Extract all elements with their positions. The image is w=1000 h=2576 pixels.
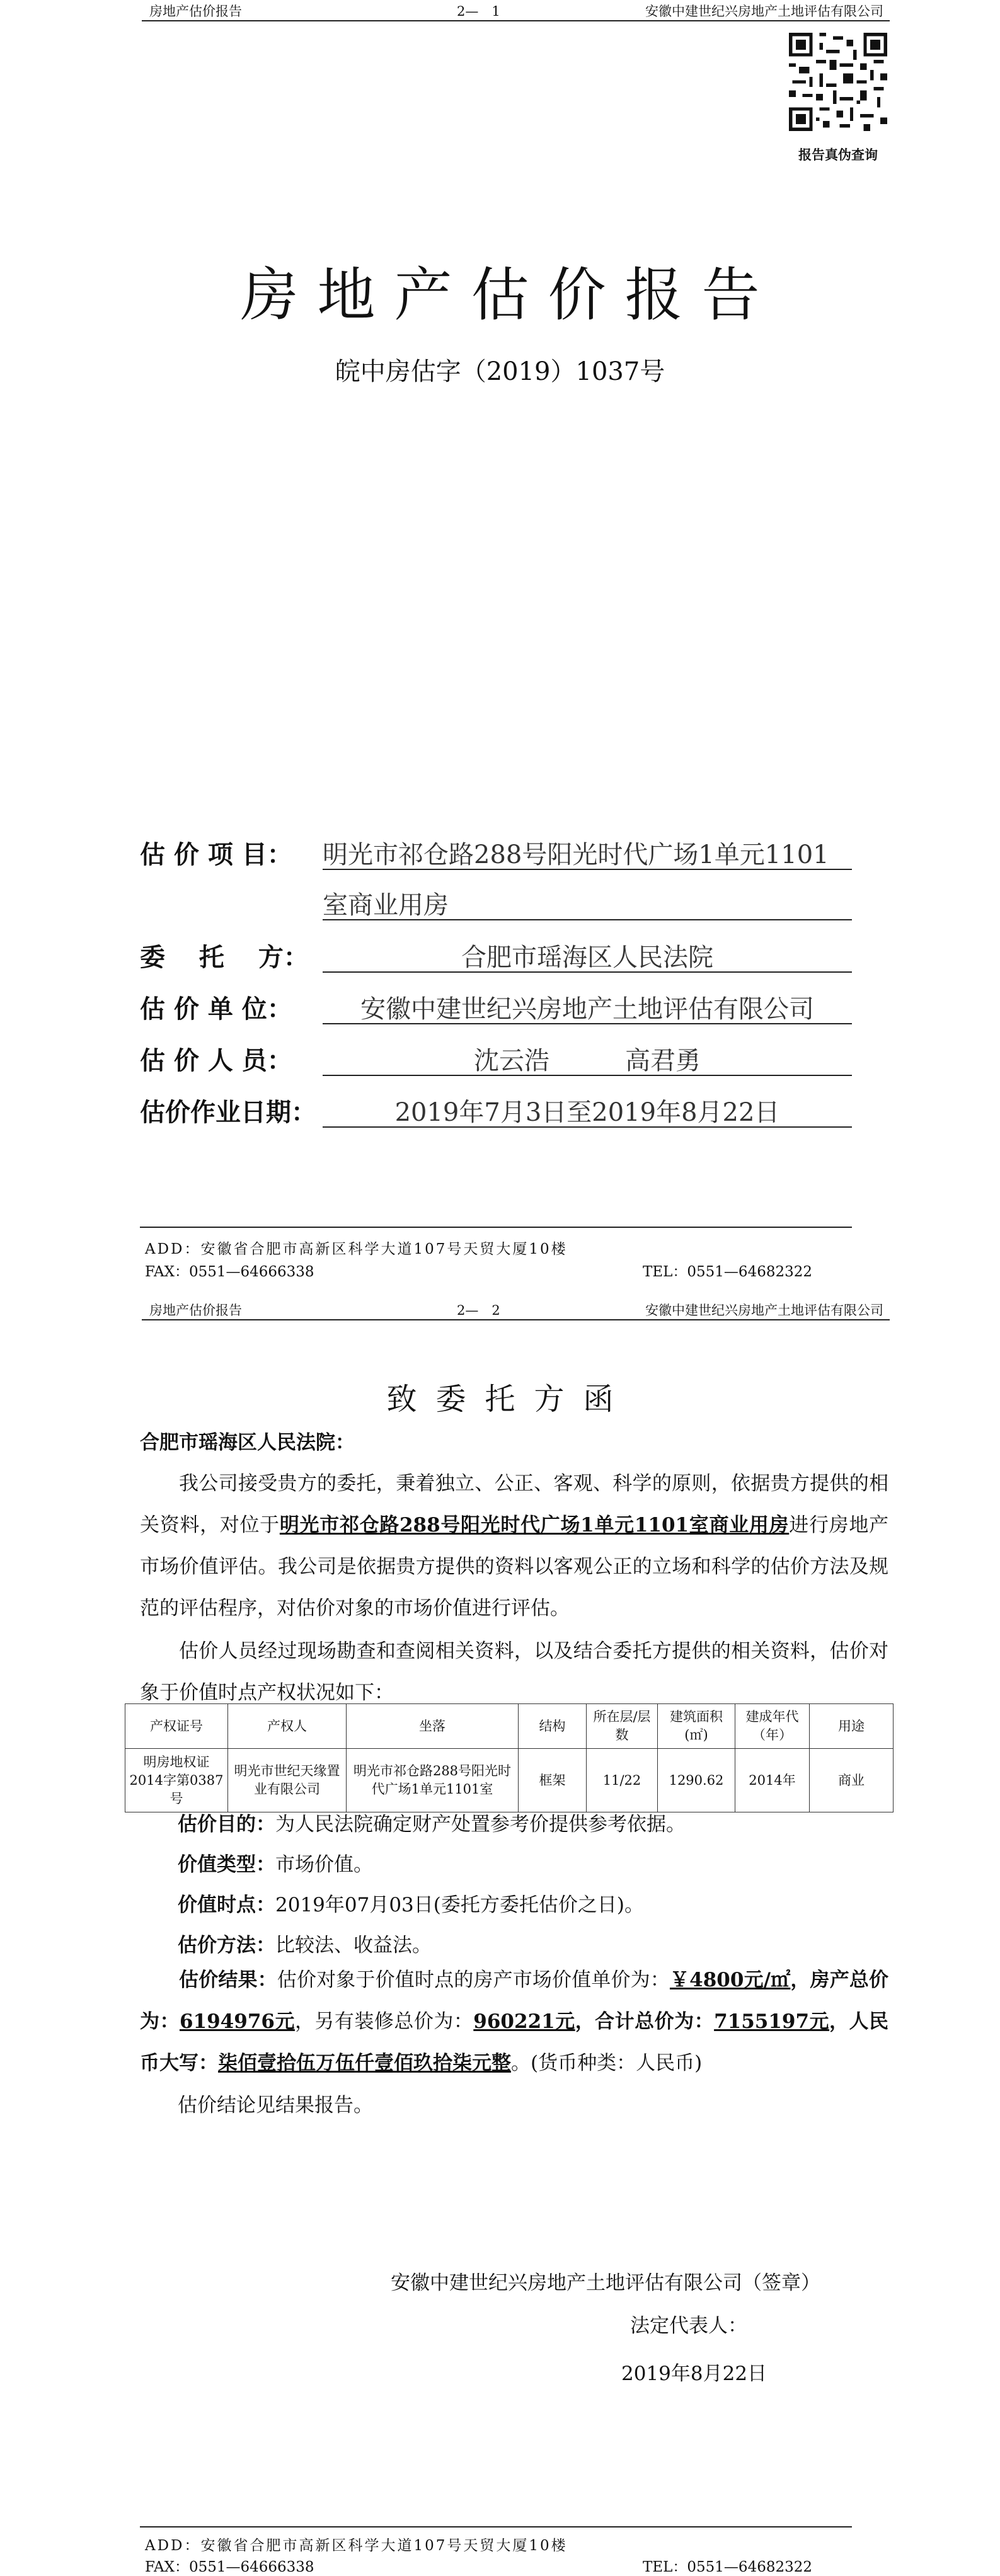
cell-owner: 明光市世纪天缘置业有限公司 — [228, 1749, 347, 1812]
cell-cert: 明房地权证2014字第0387号 — [125, 1749, 228, 1812]
footer-divider — [140, 1227, 852, 1228]
col-structure: 结构 — [519, 1704, 587, 1749]
col-area: 建筑面积(㎡) — [658, 1704, 735, 1749]
report-title: 房地产估价报告 — [240, 261, 779, 329]
cell-area: 1290.62 — [658, 1749, 735, 1812]
page-header — [142, 1299, 890, 1320]
col-owner: 产权人 — [228, 1704, 347, 1749]
addressee: 合肥市瑶海区人民法院： — [140, 1431, 355, 1454]
letter-page — [0, 1299, 1000, 2573]
appraisers-value: 沈云浩 高君勇 — [323, 1041, 852, 1076]
col-floor: 所在层/层数 — [587, 1704, 658, 1749]
col-cert: 产权证号 — [125, 1704, 228, 1749]
document-number: 皖中房估字（2019）1037号 — [335, 357, 665, 386]
qr-code-icon[interactable] — [789, 33, 887, 131]
col-year: 建成年代（年） — [735, 1704, 810, 1749]
footer-tel: TEL：0551—64682322 — [643, 1264, 813, 1280]
sum-price: 7155197元 — [714, 2010, 830, 2033]
unit-label: 估 价 单 位： — [140, 994, 292, 1024]
header-page-number: 2— 1 — [457, 4, 500, 19]
page-header — [142, 0, 890, 21]
col-use: 用途 — [810, 1704, 894, 1749]
decoration-price: 960221元 — [473, 2010, 575, 2033]
purpose-value: 为人民法院确定财产处置参考价提供参考依据。 — [275, 1813, 686, 1836]
header-left: 房地产估价报告 — [149, 1303, 242, 1318]
purpose-label: 估价目的： — [178, 1813, 275, 1836]
col-location: 坐落 — [347, 1704, 519, 1749]
result-text-4: ，另有装修总价为： — [294, 2010, 474, 2033]
signature-company: 安徽中建世纪兴房地产土地评估有限公司（签章） — [391, 2272, 820, 2294]
result-text-6: ，人民币 — [140, 2010, 889, 2075]
footer-address: ADD：安徽省合肥市高新区科学大道107号天贸大厦10楼 — [145, 1241, 568, 1257]
property-rights-table — [125, 1703, 894, 1812]
footer-tel: TEL：0551—64682322 — [643, 2559, 813, 2575]
cell-use: 商业 — [810, 1749, 894, 1812]
valuation-date-label: 价值时点： — [178, 1894, 275, 1916]
total-price: 6194976元 — [179, 2010, 295, 2033]
project-label: 估 价 项 目： — [140, 840, 292, 869]
result-text-2: ，房产总 — [790, 1969, 870, 1991]
cell-year: 2014年 — [735, 1749, 810, 1812]
value-type-value: 市场价值。 — [275, 1853, 373, 1876]
property-location: 明光市祁仓路288号阳光时代广场1单元1101室商业用房 — [279, 1514, 790, 1537]
result-paragraph — [140, 1959, 888, 2084]
header-company: 安徽中建世纪兴房地产土地评估有限公司 — [645, 4, 883, 19]
amount-in-words: 柒佰壹拾伍万伍仟壹佰玖拾柒元整 — [218, 2052, 511, 2075]
table-header-row — [125, 1704, 894, 1749]
footer-fax: FAX：0551—64666338 — [145, 2559, 314, 2575]
result-text-5: ，合计总价为： — [575, 2010, 715, 2033]
cell-structure: 框架 — [519, 1749, 587, 1812]
signature-date: 2019年8月22日 — [621, 2362, 767, 2385]
paragraph-rights: 估价人员经过现场勘查和查阅相关资料，以及结合委托方提供的相关资料，估价对象于价值时点产权状况如下： — [140, 1640, 888, 1704]
unit-value: 安徽中建世纪兴房地产土地评估有限公司 — [323, 989, 852, 1024]
project-value: 明光市祁仓路288号阳光时代广场1单元1101 — [323, 835, 852, 870]
signature-representative: 法定代表人： — [630, 2315, 747, 2337]
letter-title: 致委托方函 — [386, 1382, 633, 1417]
valuation-date-line — [178, 1889, 644, 1917]
result-text-1: 估价对象于价值时点的房产市场价值单价为： — [277, 1969, 670, 1991]
header-page-number: 2— 2 — [457, 1303, 500, 1318]
cell-location: 明光市祁仓路288号阳光时代广场1单元1101室 — [347, 1749, 519, 1812]
method-value: 比较法、收益法。 — [275, 1934, 432, 1957]
result-label: 估价结果： — [179, 1969, 277, 1991]
client-label: 委 托 方： — [140, 942, 309, 972]
dates-label: 估价作业日期： — [140, 1097, 316, 1127]
value-type-line — [178, 1848, 373, 1877]
header-left: 房地产估价报告 — [149, 4, 242, 19]
purpose-line — [178, 1808, 686, 1836]
dates-value: 2019年7月3日至2019年8月22日 — [323, 1092, 852, 1128]
result-text-7: 大写： — [159, 2052, 218, 2075]
table-row — [125, 1749, 894, 1812]
intro-text-a: 我公司接受贵方的委托，秉着独立、公正、客观、科学的原则，依据贵方提供的相关资料，对位于 — [140, 1472, 888, 1537]
header-company: 安徽中建世纪兴房地产土地评估有限公司 — [645, 1303, 883, 1318]
method-line — [178, 1929, 432, 1957]
conclusion-line: 估价结论见结果报告。 — [178, 2094, 373, 2117]
footer-address: ADD：安徽省合肥市高新区科学大道107号天贸大厦10楼 — [145, 2538, 568, 2554]
method-label: 估价方法： — [178, 1934, 275, 1957]
footer-divider — [140, 2526, 852, 2527]
qr-caption: 报告真伪查询 — [798, 147, 878, 163]
appraisers-label: 估 价 人 员： — [140, 1046, 292, 1075]
client-value: 合肥市瑶海区人民法院 — [323, 937, 852, 973]
project-value-cont: 室商业用房 — [323, 885, 852, 920]
intro-text-c: 进行房地产市场价值评估。我公司是依据贵方提供的资料以客观公正的立场和科学的估价方法及规范的评估程序，对估价对象的市场价值进行评估。 — [140, 1514, 889, 1620]
paragraph-intro — [140, 1463, 888, 1629]
unit-price: ￥4800元/㎡ — [669, 1969, 791, 1991]
result-text-8: 。(货币种类：人民币) — [511, 2052, 703, 2075]
result-text-3: 价为： — [140, 1969, 889, 2033]
valuation-date-value: 2019年07月03日(委托方委托估价之日)。 — [275, 1894, 644, 1916]
footer-fax: FAX：0551—64666338 — [145, 1264, 314, 1280]
cell-floor: 11/22 — [587, 1749, 658, 1812]
value-type-label: 价值类型： — [178, 1853, 275, 1876]
